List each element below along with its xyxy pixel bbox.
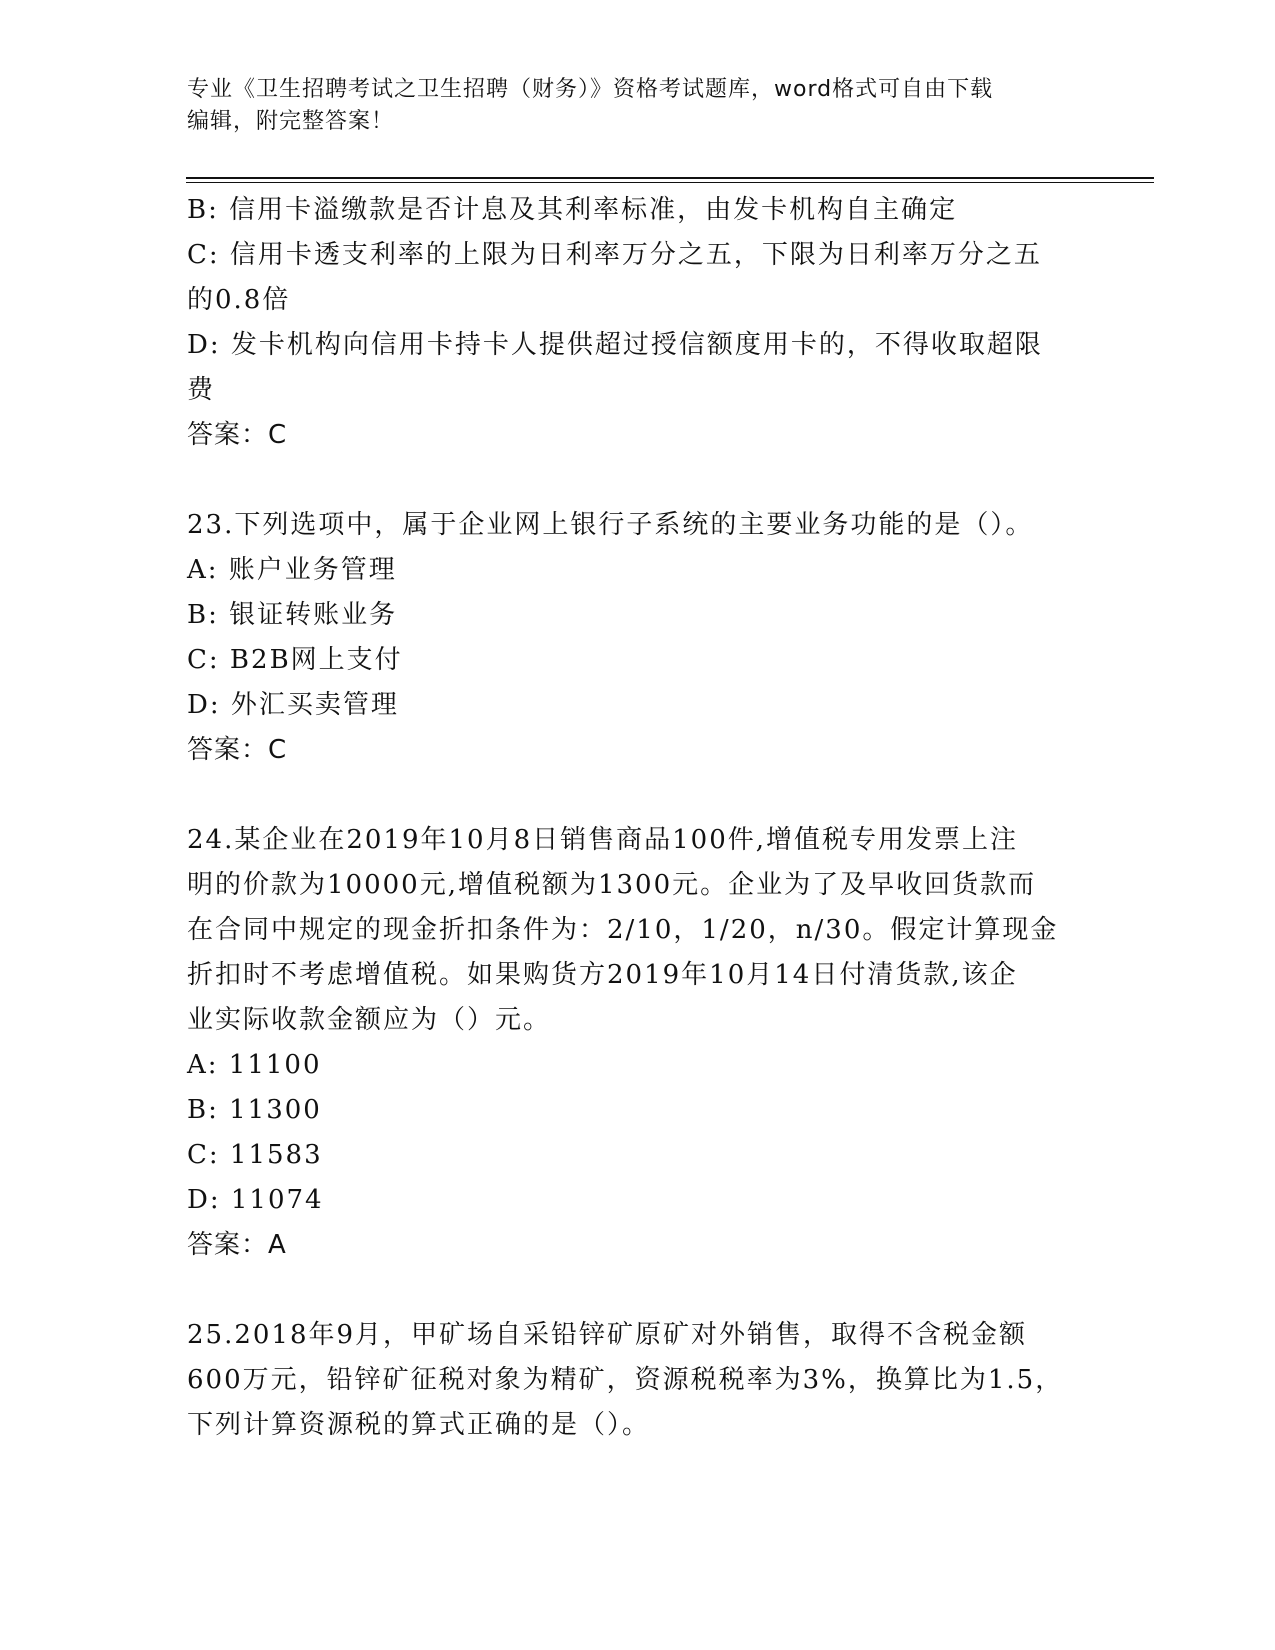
q24-option-d: D: 11074	[187, 1185, 324, 1215]
question-23	[187, 503, 1087, 773]
q22-option-d-line-2: 费	[187, 375, 216, 405]
question-22	[187, 188, 1087, 458]
q22-option-c-line-1: C: 信用卡透支利率的上限为日利率万分之五，下限为日利率万分之五	[187, 240, 1042, 270]
q25-stem-line-2: 600万元，铅锌矿征税对象为精矿，资源税税率为3%，换算比为1.5，	[187, 1365, 1064, 1395]
header-divider-thick	[186, 177, 1154, 179]
q22-option-b: B: 信用卡溢缴款是否计息及其利率标准，由发卡机构自主确定	[187, 195, 958, 225]
q22-answer: 答案：C	[187, 420, 288, 450]
q24-stem-line-3: 在合同中规定的现金折扣条件为：2/10，1/20，n/30。假定计算现金	[187, 915, 1059, 945]
q22-option-d-line-1: D: 发卡机构向信用卡持卡人提供超过授信额度用卡的，不得收取超限	[187, 330, 1043, 360]
q23-option-d: D: 外汇买卖管理	[187, 690, 399, 720]
q24-option-a: A: 11100	[187, 1050, 322, 1080]
question-25	[187, 1313, 1087, 1448]
q23-option-b: B: 银证转账业务	[187, 600, 398, 630]
q24-stem-line-5: 业实际收款金额应为（）元。	[187, 1005, 552, 1035]
q24-stem-line-1: 24.某企业在2019年10月8日销售商品100件,增值税专用发票上注	[187, 825, 1019, 855]
header-line-1: 专业《卫生招聘考试之卫生招聘（财务）》资格考试题库，word格式可自由下载	[187, 77, 994, 102]
question-24	[187, 818, 1087, 1268]
q23-stem: 23.下列选项中，属于企业网上银行子系统的主要业务功能的是（）。	[187, 510, 1034, 540]
header-divider-thin	[186, 182, 1154, 183]
q24-option-c: C: 11583	[187, 1140, 323, 1170]
q25-stem-line-1: 25.2018年9月，甲矿场自采铅锌矿原矿对外销售，取得不含税金额	[187, 1320, 1028, 1350]
q24-answer: 答案：A	[187, 1230, 287, 1260]
question-body	[187, 188, 1087, 1448]
q25-stem-line-3: 下列计算资源税的算式正确的是（）。	[187, 1410, 651, 1440]
header-line-2: 编辑，附完整答案！	[187, 109, 395, 134]
q24-stem-line-4: 折扣时不考虑增值税。如果购货方2019年10月14日付清货款,该企	[187, 960, 1018, 990]
question-spacer	[187, 458, 1087, 503]
q24-option-b: B: 11300	[187, 1095, 322, 1125]
q23-answer: 答案：C	[187, 735, 288, 765]
question-spacer	[187, 773, 1087, 818]
q22-option-c-line-2: 的0.8倍	[187, 285, 291, 315]
q23-option-c: C: B2B网上支付	[187, 645, 403, 675]
question-spacer	[187, 1268, 1087, 1313]
page-header	[187, 74, 1087, 138]
q23-option-a: A: 账户业务管理	[187, 555, 397, 585]
q24-stem-line-2: 明的价款为10000元,增值税额为1300元。企业为了及早收回货款而	[187, 870, 1037, 900]
